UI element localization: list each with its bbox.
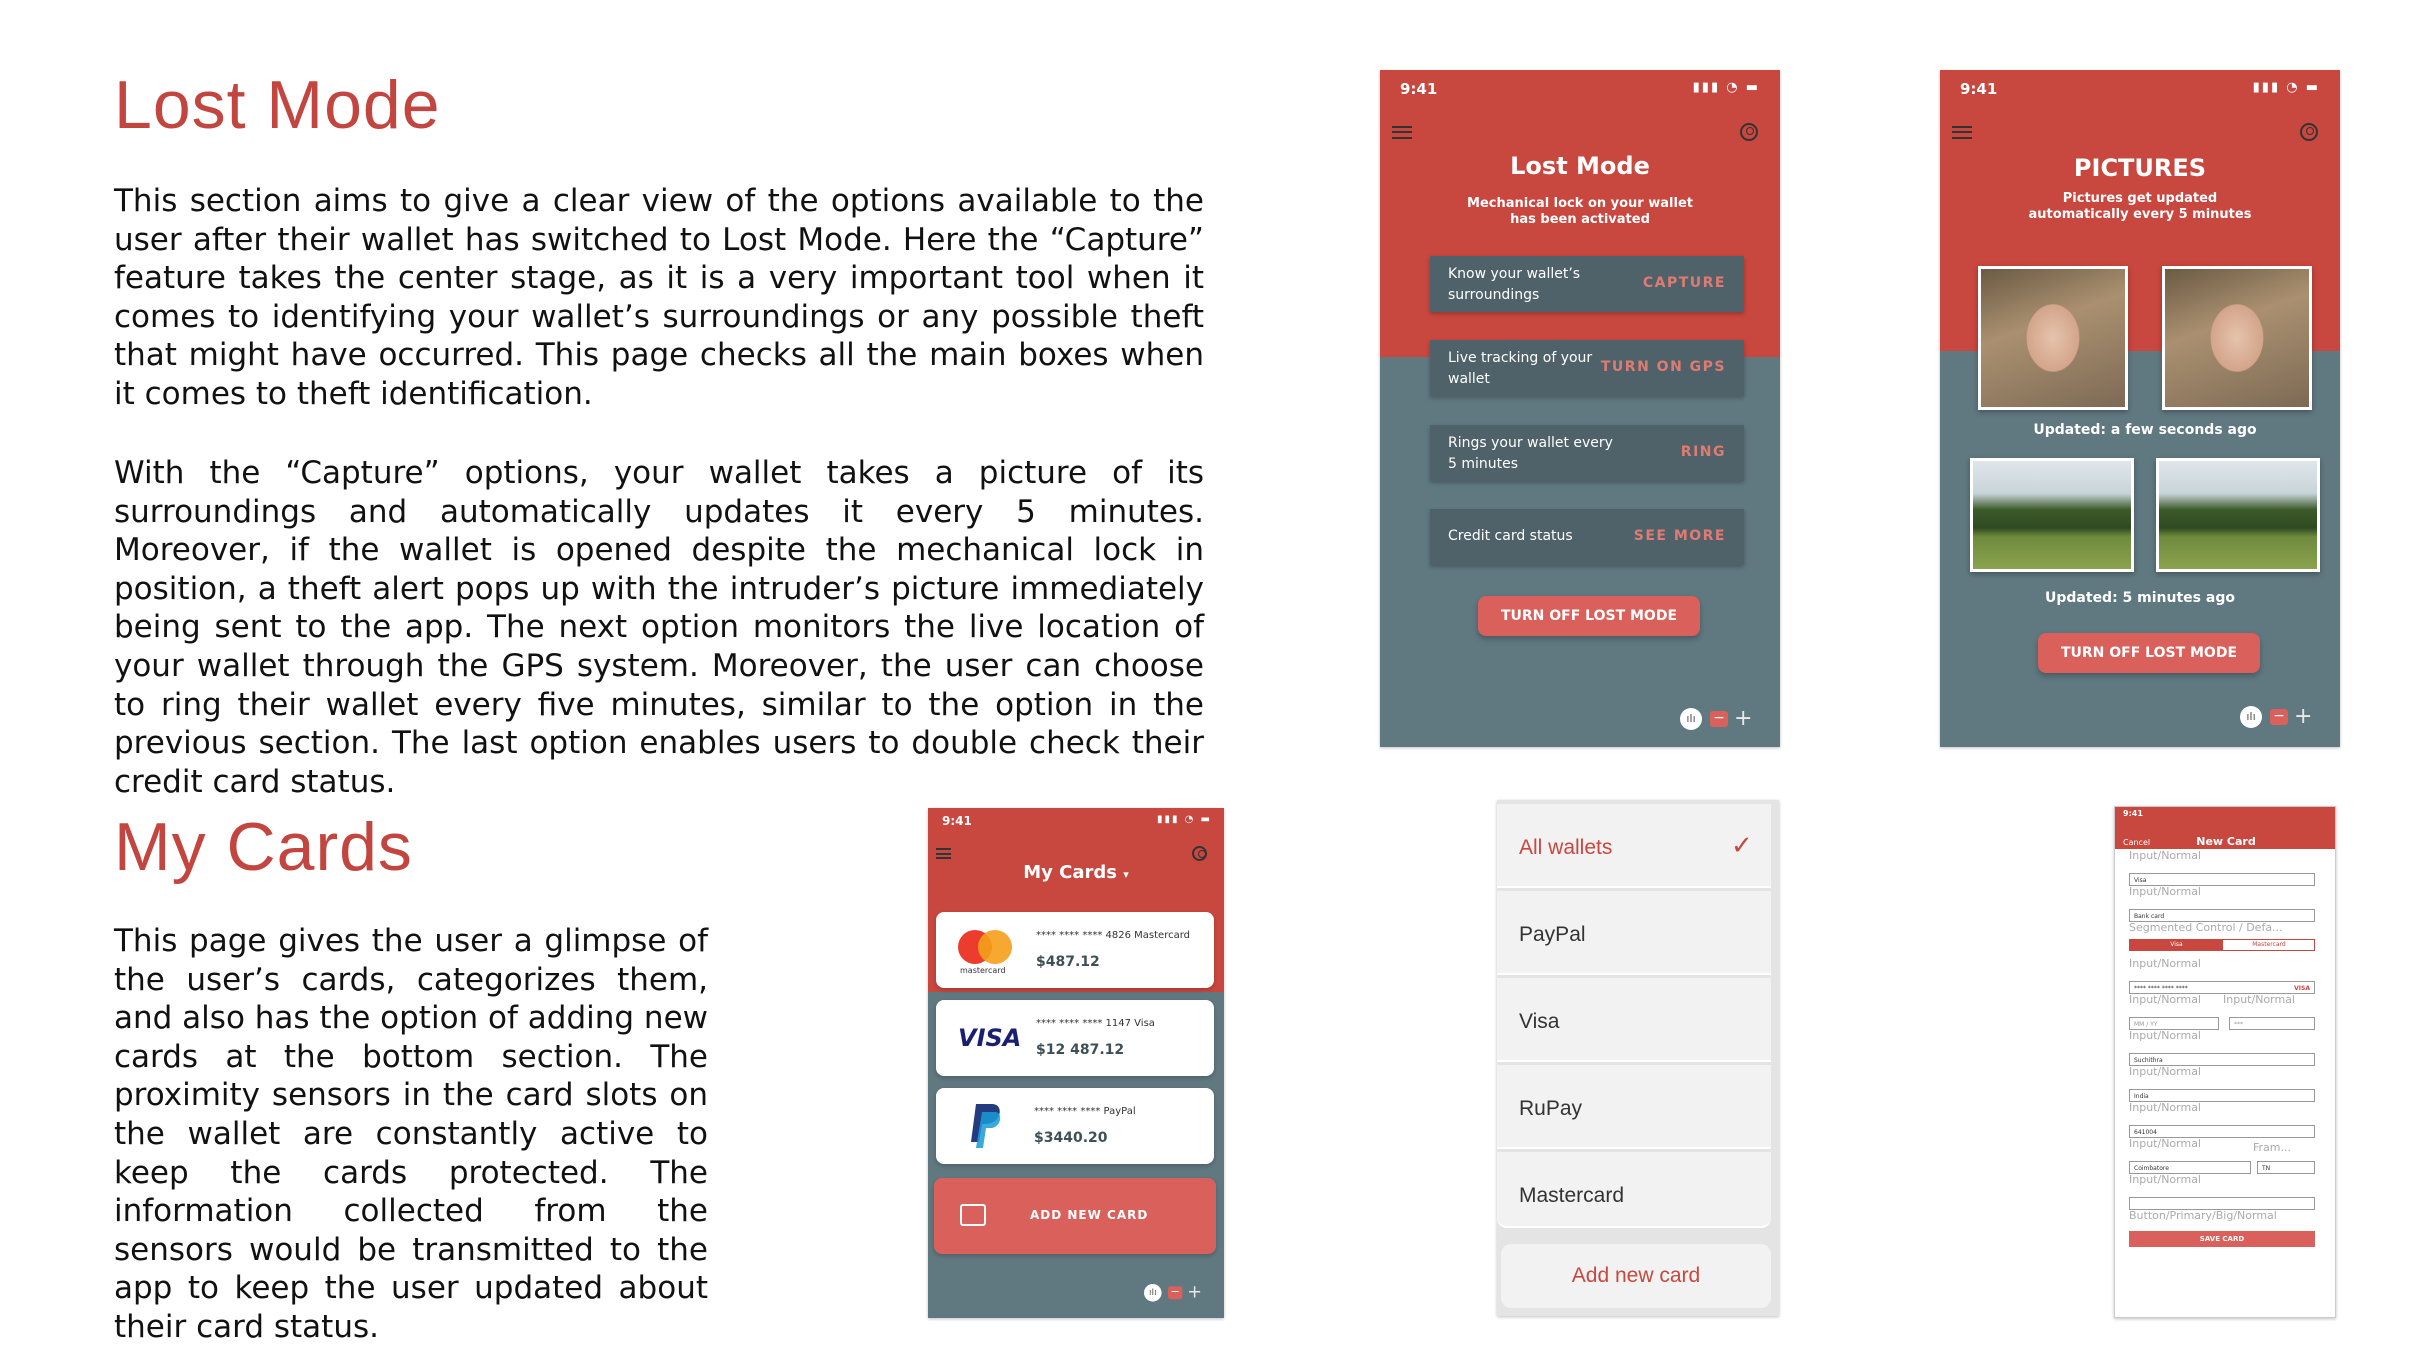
menu-icon[interactable] — [1952, 126, 1972, 139]
screen-subtitle-line1: Pictures get updated — [2062, 191, 2218, 206]
plus-icon[interactable]: + — [2294, 704, 2313, 729]
card-number-value: **** **** **** **** — [2134, 985, 2188, 992]
minus-icon[interactable]: − — [2270, 709, 2288, 725]
lost-mode-paragraph-2: With the “Capture” options, your wallet takes a picture of its surroundings and automatically updates it every 5 minutes. Moreover, if the wallet is opened despite the mechanical lock in position, a theft alert pops up with the intruder’s picture immediately being sent to the app. The next option monitors the live location of your wallet through the GPS system. Moreover, the user can choose to ring their wallet every five minutes, similar to the option in the previous section. The last option enables users to double check their credit card status. — [114, 455, 1204, 800]
status-time: 9:41 — [1960, 80, 1998, 98]
screen-subtitle-line2: has been activated — [1510, 212, 1650, 227]
my-cards-paragraph: This page gives the user a glimpse of the user’s cards, categorizes them, and also has the option of adding new cards at the bottom section. The proximity sensors in the card slots on the wallet are constantly active to keep the cards protected. The information collected from the sensors would be transmitted to the app to keep the user updated about their card status. — [114, 923, 708, 1345]
minus-icon[interactable]: − — [1168, 1286, 1182, 1299]
field-overlay-label: Input/Normal — [2129, 993, 2201, 1006]
wallet-option-paypal[interactable] — [1497, 891, 1771, 975]
field-overlay-label: Input/Normal — [2129, 1065, 2201, 1078]
option-credit-card[interactable] — [1430, 509, 1744, 565]
check-icon: ✓ — [1731, 830, 1753, 860]
option-gps[interactable] — [1430, 340, 1744, 396]
country-field[interactable]: India — [2129, 1089, 2315, 1102]
card-amount: $12 487.12 — [1036, 1042, 1125, 1058]
user-icon[interactable] — [2300, 123, 2318, 141]
photo-park-2[interactable] — [2156, 458, 2320, 572]
option-label: Rings your wallet every 5 minutes — [1448, 435, 1613, 472]
status-bar — [928, 808, 1224, 830]
wallet-option-all[interactable] — [1497, 804, 1771, 888]
mic-icon[interactable]: ıIı — [1144, 1284, 1162, 1302]
mic-icon[interactable]: ıIı — [1680, 708, 1702, 730]
expiry-field[interactable]: MM / YY — [2129, 1017, 2219, 1030]
see-more-button[interactable]: SEE MORE — [1633, 528, 1726, 544]
screen-title: PICTURES — [2073, 154, 2207, 182]
screen-title[interactable] — [928, 862, 1224, 883]
lost-mode-heading: Lost Mode — [114, 67, 441, 143]
caption-recent: Updated: a few seconds ago — [2033, 422, 2257, 438]
cvv-field[interactable]: *** — [2229, 1017, 2315, 1030]
plus-icon[interactable]: + — [1734, 706, 1753, 731]
wallet-option-label: All wallets — [1519, 836, 1613, 859]
segment-mastercard[interactable]: Mastercard — [2252, 941, 2286, 948]
add-new-card-button[interactable] — [934, 1178, 1216, 1254]
lost-mode-screen — [1380, 70, 1780, 747]
wallet-option-mastercard[interactable] — [1497, 1152, 1771, 1228]
signal-wifi-battery-icon: ▮▮▮ ◔ ▬ — [1156, 814, 1212, 825]
add-new-card-action[interactable]: Add new card — [1501, 1244, 1771, 1308]
wallet-option-label: PayPal — [1519, 923, 1586, 946]
save-card-button[interactable]: SAVE CARD — [2129, 1231, 2315, 1247]
turn-off-lost-mode-button[interactable]: TURN OFF LOST MODE — [2038, 633, 2260, 673]
screen-title: Lost Mode — [1510, 152, 1650, 180]
option-label: Credit card status — [1448, 528, 1573, 544]
lost-mode-paragraph-1: This section aims to give a clear view of the options available to the user after their wallet has switched to Lost Mode. Here the “Capture” feature takes the center stage, as it is a very important tool when it comes to identifying your wallet’s surroundings or any possible theft that might have occurred. This page checks all the main boxes when it comes to theft identification. — [114, 183, 1204, 412]
menu-icon[interactable] — [936, 848, 951, 859]
option-label: Know your wallet’s surroundings — [1448, 266, 1581, 303]
status-time: 9:41 — [2123, 809, 2143, 818]
card-amount: $3440.20 — [1034, 1130, 1108, 1146]
photo-person-1[interactable] — [1978, 266, 2128, 410]
option-label: Live tracking of your wallet — [1448, 350, 1593, 387]
new-card-screen — [2114, 806, 2336, 1318]
field-overlay-label: Input/Normal — [2223, 993, 2295, 1006]
wallet-icon — [960, 1204, 986, 1226]
wallet-option-label: Mastercard — [1519, 1184, 1625, 1207]
button-overlay-label: Button/Primary/Big/Normal — [2129, 1209, 2277, 1222]
paypal-logo-icon — [968, 1102, 1004, 1150]
wallet-option-label: RuPay — [1519, 1097, 1583, 1120]
field-overlay-label: Input/Normal — [2129, 1173, 2201, 1186]
bottom-dock — [2240, 706, 2320, 728]
pictures-screen — [1940, 70, 2340, 747]
plus-icon[interactable]: + — [1187, 1282, 1202, 1303]
screen-subtitle-line1: Mechanical lock on your wallet — [1467, 196, 1693, 211]
status-time: 9:41 — [1400, 80, 1438, 98]
visa-logo-icon: VISA — [958, 1024, 1022, 1052]
capture-button[interactable]: CAPTURE — [1642, 275, 1726, 291]
cancel-button[interactable]: Cancel — [2123, 838, 2151, 847]
my-cards-screen — [928, 808, 1224, 1318]
new-card-form — [2123, 849, 2327, 1303]
wallet-option-label: Visa — [1519, 1010, 1560, 1033]
signal-wifi-battery-icon: ▮▮▮ ◔ ▬ — [1692, 80, 1760, 95]
segment-visa[interactable]: Visa — [2130, 940, 2223, 950]
screen-subtitle-line2: automatically every 5 minutes — [2028, 207, 2252, 222]
field-overlay-label: Input/Normal — [2129, 849, 2201, 862]
mastercard-logo-icon — [958, 930, 1012, 964]
my-cards-heading: My Cards — [114, 809, 413, 885]
card-number: **** **** **** 4826 Mastercard — [1036, 930, 1191, 941]
user-icon[interactable] — [1192, 846, 1207, 861]
field-overlay-label: Input/Normal — [2129, 1029, 2201, 1042]
wallet-option-visa[interactable] — [1497, 978, 1771, 1062]
bottom-dock — [1680, 708, 1760, 730]
photo-person-2[interactable] — [2162, 266, 2312, 410]
option-ring[interactable] — [1430, 425, 1744, 481]
name-field[interactable]: Suchithra — [2129, 1053, 2315, 1066]
segmented-overlay-label: Segmented Control / Defa... — [2129, 921, 2283, 934]
caption-older: Updated: 5 minutes ago — [2045, 590, 2235, 606]
status-bar — [1380, 70, 1780, 100]
visa-badge-icon: VISA — [2294, 985, 2310, 992]
new-card-title: New Card — [2196, 835, 2256, 848]
card-number: **** **** **** PayPal — [1034, 1106, 1136, 1117]
turn-on-gps-button[interactable]: TURN ON GPS — [1600, 359, 1726, 375]
user-icon[interactable] — [1740, 123, 1758, 141]
bottom-dock — [1144, 1284, 1200, 1302]
card-visa[interactable] — [936, 1000, 1214, 1076]
city-field[interactable]: Coimbatore — [2129, 1161, 2251, 1174]
pin-code-field[interactable]: 641004 — [2129, 1125, 2315, 1138]
turn-off-lost-mode-button[interactable]: TURN OFF LOST MODE — [1478, 596, 1700, 636]
field-overlay-label: Input/Normal — [2129, 885, 2201, 898]
card-amount: $487.12 — [1036, 954, 1100, 970]
card-paypal[interactable] — [936, 1088, 1214, 1164]
chevron-down-icon: ▾ — [1123, 868, 1129, 881]
ring-button[interactable]: RING — [1680, 444, 1726, 460]
option-capture[interactable] — [1430, 256, 1744, 312]
frame-overlay-label: Fram... — [2253, 1141, 2291, 1154]
state-select[interactable]: TN — [2257, 1161, 2315, 1174]
photo-park-1[interactable] — [1970, 458, 2134, 572]
signal-wifi-battery-icon: ▮▮▮ ◔ ▬ — [2252, 80, 2320, 95]
minus-icon[interactable]: − — [1710, 711, 1728, 727]
wallet-picker — [1497, 800, 1779, 1316]
card-type-field[interactable]: Visa — [2129, 873, 2315, 886]
wallet-option-rupay[interactable] — [1497, 1065, 1771, 1149]
mic-icon[interactable]: ıIı — [2240, 706, 2262, 728]
menu-icon[interactable] — [1392, 126, 1412, 139]
status-time: 9:41 — [942, 814, 972, 828]
card-brand-segmented[interactable] — [2129, 939, 2315, 951]
card-mastercard[interactable] — [936, 912, 1214, 988]
screen-title-text: My Cards — [1023, 862, 1117, 883]
mastercard-brand-text: mastercard — [960, 966, 1006, 975]
field-overlay-label: Input/Normal — [2129, 1137, 2201, 1150]
field-overlay-label: Input/Normal — [2129, 1101, 2201, 1114]
add-new-card-label: ADD NEW CARD — [1030, 1208, 1149, 1222]
bank-select[interactable]: Bank card — [2129, 909, 2315, 922]
field-overlay-label: Input/Normal — [2129, 957, 2201, 970]
status-bar — [1940, 70, 2340, 100]
card-number: **** **** **** 1147 Visa — [1036, 1018, 1155, 1029]
